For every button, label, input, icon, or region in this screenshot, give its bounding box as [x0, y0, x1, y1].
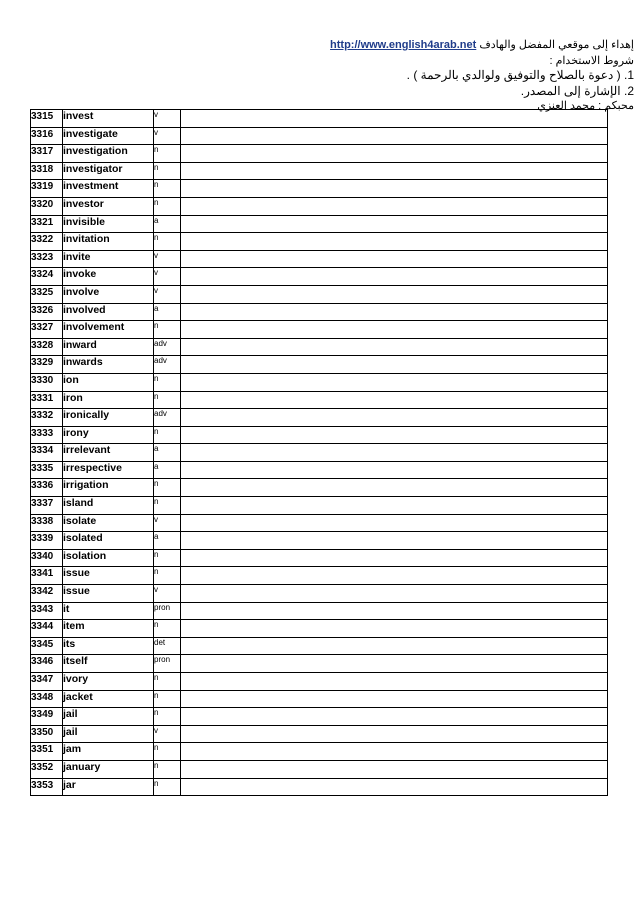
word-table [30, 109, 608, 796]
table-row [31, 180, 608, 198]
entry-number: 3315 [31, 110, 63, 128]
site-link[interactable]: http://www.english4arab.net [330, 39, 477, 51]
entry-part-of-speech: n [154, 321, 181, 339]
entry-blank-cell [181, 743, 608, 761]
entry-number: 3341 [31, 567, 63, 585]
entry-number: 3322 [31, 233, 63, 251]
entry-part-of-speech: n [154, 743, 181, 761]
entry-blank-cell [181, 233, 608, 251]
entry-blank-cell [181, 197, 608, 215]
entry-part-of-speech: pron [154, 655, 181, 673]
entry-number: 3319 [31, 180, 63, 198]
table-row [31, 303, 608, 321]
entry-part-of-speech: v [154, 285, 181, 303]
entry-blank-cell [181, 250, 608, 268]
entry-number: 3352 [31, 760, 63, 778]
entry-blank-cell [181, 725, 608, 743]
author-line: محبكم : محمد العنزي [537, 100, 634, 112]
entry-number: 3346 [31, 655, 63, 673]
table-row [31, 127, 608, 145]
entry-blank-cell [181, 321, 608, 339]
table-row [31, 162, 608, 180]
entry-blank-cell [181, 461, 608, 479]
table-row [31, 479, 608, 497]
entry-word: invite [63, 250, 154, 268]
entry-number: 3338 [31, 514, 63, 532]
entry-number: 3350 [31, 725, 63, 743]
entry-number: 3345 [31, 637, 63, 655]
entry-number: 3348 [31, 690, 63, 708]
term-2: 2. الإشارة إلى المصدر. [520, 84, 634, 98]
entry-word: it [63, 602, 154, 620]
entry-part-of-speech: v [154, 725, 181, 743]
entry-word: investigator [63, 162, 154, 180]
entry-blank-cell [181, 127, 608, 145]
entry-number: 3334 [31, 444, 63, 462]
table-row [31, 567, 608, 585]
entry-number: 3336 [31, 479, 63, 497]
entry-part-of-speech: a [154, 303, 181, 321]
entry-number: 3323 [31, 250, 63, 268]
terms-label: شروط الاستخدام : [549, 55, 634, 67]
entry-part-of-speech: v [154, 268, 181, 286]
entry-part-of-speech: det [154, 637, 181, 655]
entry-part-of-speech: v [154, 585, 181, 603]
entry-part-of-speech: n [154, 391, 181, 409]
entry-part-of-speech: n [154, 620, 181, 638]
entry-part-of-speech: n [154, 549, 181, 567]
table-row [31, 197, 608, 215]
table-row [31, 356, 608, 374]
entry-blank-cell [181, 338, 608, 356]
entry-number: 3317 [31, 145, 63, 163]
entry-number: 3331 [31, 391, 63, 409]
entry-blank-cell [181, 426, 608, 444]
table-row [31, 444, 608, 462]
table-row [31, 373, 608, 391]
entry-blank-cell [181, 268, 608, 286]
table-row [31, 637, 608, 655]
entry-blank-cell [181, 637, 608, 655]
entry-word: isolated [63, 532, 154, 550]
entry-number: 3351 [31, 743, 63, 761]
entry-blank-cell [181, 303, 608, 321]
entry-word: item [63, 620, 154, 638]
table-row [31, 673, 608, 691]
entry-number: 3318 [31, 162, 63, 180]
entry-part-of-speech: n [154, 162, 181, 180]
table-row [31, 110, 608, 128]
entry-blank-cell [181, 673, 608, 691]
entry-number: 3342 [31, 585, 63, 603]
entry-blank-cell [181, 567, 608, 585]
entry-part-of-speech: adv [154, 356, 181, 374]
entry-part-of-speech: v [154, 110, 181, 128]
entry-blank-cell [181, 514, 608, 532]
entry-number: 3330 [31, 373, 63, 391]
entry-part-of-speech: n [154, 479, 181, 497]
entry-number: 3339 [31, 532, 63, 550]
entry-part-of-speech: n [154, 690, 181, 708]
entry-part-of-speech: n [154, 233, 181, 251]
entry-blank-cell [181, 215, 608, 233]
entry-number: 3349 [31, 708, 63, 726]
entry-part-of-speech: n [154, 180, 181, 198]
entry-word: its [63, 637, 154, 655]
term-1: 1. ( دعوة بالصلاح والتوفيق ولوالدي بالرحمة ) . [406, 68, 634, 82]
entry-blank-cell [181, 690, 608, 708]
entry-part-of-speech: n [154, 197, 181, 215]
entry-number: 3328 [31, 338, 63, 356]
table-row [31, 461, 608, 479]
entry-blank-cell [181, 708, 608, 726]
entry-word: ion [63, 373, 154, 391]
entry-word: involvement [63, 321, 154, 339]
table-row [31, 620, 608, 638]
entry-word: inward [63, 338, 154, 356]
entry-blank-cell [181, 479, 608, 497]
entry-word: january [63, 760, 154, 778]
entry-word: irrespective [63, 461, 154, 479]
entry-word: jam [63, 743, 154, 761]
table-row [31, 250, 608, 268]
entry-word: investment [63, 180, 154, 198]
entry-blank-cell [181, 373, 608, 391]
entry-part-of-speech: n [154, 708, 181, 726]
entry-part-of-speech: n [154, 373, 181, 391]
word-table-body [31, 110, 608, 796]
entry-blank-cell [181, 532, 608, 550]
entry-word: investor [63, 197, 154, 215]
entry-word: irrigation [63, 479, 154, 497]
entry-word: jar [63, 778, 154, 796]
entry-part-of-speech: n [154, 673, 181, 691]
entry-number: 3329 [31, 356, 63, 374]
entry-blank-cell [181, 391, 608, 409]
entry-word: investigate [63, 127, 154, 145]
entry-part-of-speech: n [154, 497, 181, 515]
entry-blank-cell [181, 585, 608, 603]
entry-number: 3337 [31, 497, 63, 515]
table-row [31, 514, 608, 532]
entry-word: ironically [63, 409, 154, 427]
entry-number: 3335 [31, 461, 63, 479]
table-row [31, 321, 608, 339]
table-row [31, 532, 608, 550]
table-row [31, 602, 608, 620]
entry-word: jail [63, 725, 154, 743]
entry-word: invisible [63, 215, 154, 233]
entry-number: 3321 [31, 215, 63, 233]
entry-word: involved [63, 303, 154, 321]
dedication-text: إهداء إلى موقعي المفضل والهادف [479, 39, 634, 51]
table-row [31, 285, 608, 303]
entry-word: jail [63, 708, 154, 726]
entry-part-of-speech: n [154, 760, 181, 778]
entry-number: 3344 [31, 620, 63, 638]
entry-blank-cell [181, 655, 608, 673]
dedication-line [330, 38, 634, 51]
entry-number: 3325 [31, 285, 63, 303]
entry-word: iron [63, 391, 154, 409]
entry-number: 3343 [31, 602, 63, 620]
entry-word: isolate [63, 514, 154, 532]
entry-part-of-speech: adv [154, 409, 181, 427]
entry-part-of-speech: a [154, 215, 181, 233]
entry-part-of-speech: n [154, 778, 181, 796]
table-row [31, 585, 608, 603]
entry-blank-cell [181, 110, 608, 128]
table-row [31, 690, 608, 708]
entry-word: inwards [63, 356, 154, 374]
entry-part-of-speech: adv [154, 338, 181, 356]
table-row [31, 426, 608, 444]
table-row [31, 268, 608, 286]
table-row [31, 391, 608, 409]
entry-number: 3320 [31, 197, 63, 215]
table-row [31, 760, 608, 778]
entry-blank-cell [181, 549, 608, 567]
entry-blank-cell [181, 285, 608, 303]
entry-blank-cell [181, 180, 608, 198]
entry-number: 3332 [31, 409, 63, 427]
entry-number: 3333 [31, 426, 63, 444]
entry-word: issue [63, 585, 154, 603]
entry-word: invoke [63, 268, 154, 286]
entry-word: invitation [63, 233, 154, 251]
entry-part-of-speech: a [154, 532, 181, 550]
entry-blank-cell [181, 444, 608, 462]
table-row [31, 338, 608, 356]
table-row [31, 215, 608, 233]
entry-number: 3347 [31, 673, 63, 691]
entry-part-of-speech: v [154, 127, 181, 145]
entry-blank-cell [181, 778, 608, 796]
entry-part-of-speech: v [154, 250, 181, 268]
entry-word: involve [63, 285, 154, 303]
table-row [31, 233, 608, 251]
entry-blank-cell [181, 162, 608, 180]
entry-word: isolation [63, 549, 154, 567]
table-row [31, 778, 608, 796]
entry-number: 3353 [31, 778, 63, 796]
entry-number: 3340 [31, 549, 63, 567]
entry-word: investigation [63, 145, 154, 163]
entry-word: jacket [63, 690, 154, 708]
table-row [31, 497, 608, 515]
table-row [31, 409, 608, 427]
entry-part-of-speech: n [154, 145, 181, 163]
entry-part-of-speech: v [154, 514, 181, 532]
table-row [31, 725, 608, 743]
entry-blank-cell [181, 602, 608, 620]
entry-word: issue [63, 567, 154, 585]
entry-blank-cell [181, 145, 608, 163]
entry-blank-cell [181, 497, 608, 515]
entry-number: 3316 [31, 127, 63, 145]
entry-blank-cell [181, 409, 608, 427]
table-row [31, 549, 608, 567]
entry-part-of-speech: pron [154, 602, 181, 620]
entry-number: 3327 [31, 321, 63, 339]
entry-word: invest [63, 110, 154, 128]
table-row [31, 145, 608, 163]
entry-part-of-speech: n [154, 426, 181, 444]
entry-part-of-speech: n [154, 567, 181, 585]
table-row [31, 655, 608, 673]
table-row [31, 708, 608, 726]
entry-number: 3326 [31, 303, 63, 321]
entry-word: itself [63, 655, 154, 673]
entry-number: 3324 [31, 268, 63, 286]
table-row [31, 743, 608, 761]
entry-word: irrelevant [63, 444, 154, 462]
entry-blank-cell [181, 356, 608, 374]
entry-blank-cell [181, 620, 608, 638]
entry-part-of-speech: a [154, 461, 181, 479]
entry-word: island [63, 497, 154, 515]
entry-part-of-speech: a [154, 444, 181, 462]
entry-word: ivory [63, 673, 154, 691]
entry-blank-cell [181, 760, 608, 778]
entry-word: irony [63, 426, 154, 444]
